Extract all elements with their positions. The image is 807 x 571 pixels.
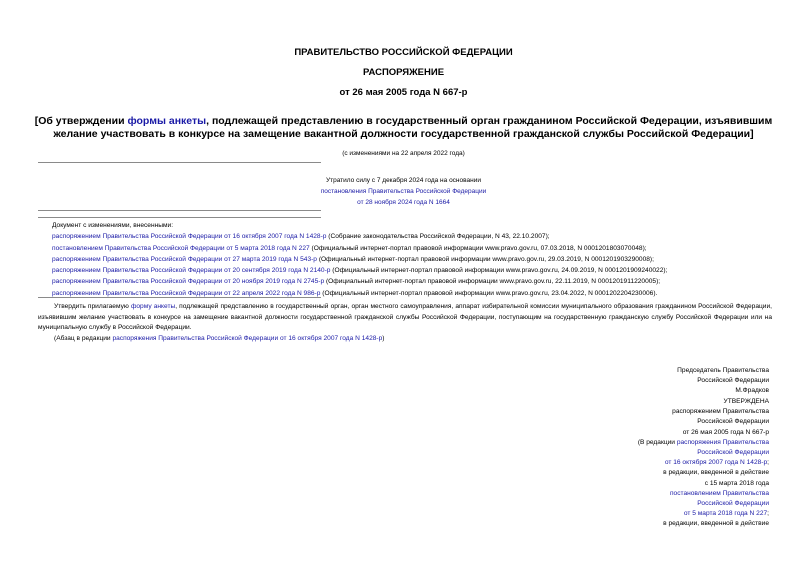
amendment-source: (Официальный интернет-портал правовой информации www.pravo.gov.ru, 22.11.2019, N 0001201911220005);: [324, 278, 661, 286]
divider: [38, 210, 321, 211]
approval-line: от 26 мая 2005 года N 667-р: [682, 428, 769, 436]
approval-line: в редакции, введенной в действие: [663, 520, 769, 528]
amendment-source: (Официальный интернет-портал правовой информации www.pravo.gov.ru, 23.04.2022, N 0001202204230006).: [320, 289, 658, 297]
government-heading: ПРАВИТЕЛЬСТВО РОССИЙСКОЙ ФЕДЕРАЦИИ: [294, 47, 513, 58]
approval-link[interactable]: распоряжения Правительства: [676, 438, 769, 446]
doc-type-heading: РАСПОРЯЖЕНИЕ: [362, 67, 445, 78]
divider: [38, 217, 321, 218]
approval-text: ;: [767, 459, 769, 467]
list-item: [52, 231, 792, 242]
signature-block: [549, 366, 769, 397]
amendments-intro: Документ с изменениями, внесенными:: [52, 222, 174, 229]
list-item: [52, 265, 792, 276]
amendment-link[interactable]: постановлением Правительства Российской Федерации от 5 марта 2018 года N 227: [52, 244, 310, 252]
approval-text: (В редакции: [637, 438, 677, 446]
amendment-source: (Официальный интернет-портал правовой информации www.pravo.gov.ru, 24.09.2019, N 0001201909240022);: [330, 267, 668, 275]
amendment-source: (Собрание законодательства Российской Федерации, N 43, 22.10.2007);: [326, 233, 550, 241]
amendment-source: (Официальный интернет-портал правовой информации www.pravo.gov.ru, 07.03.2018, N 0001201803070048);: [309, 244, 647, 252]
document-title: [30, 115, 777, 141]
amendment-link[interactable]: распоряжением Правительства Российской Федерации от 27 марта 2019 года N 543-р: [52, 255, 317, 263]
approval-line: в редакции, введенной в действие: [663, 469, 769, 477]
body-note-link[interactable]: распоряжения Правительства Российской Федерации от 16 октября 2007 года N 1428-р: [112, 335, 383, 342]
title-text-end: , подлежащей представлению в государственный орган гражданином Российской Федерации, изъявившим желание участвовать в конкурсе на замещение вакантной должности государственной гражданской службы Российской Федерации]: [53, 115, 773, 140]
approval-text: ;: [767, 510, 769, 518]
divider: [38, 297, 321, 298]
amendments-list: [52, 220, 792, 299]
body-paragraph: [38, 302, 772, 334]
approval-title: УТВЕРЖДЕНА: [723, 398, 769, 405]
lost-force-link-date[interactable]: от 28 ноября 2024 года N 1664: [357, 199, 450, 206]
amendment-link[interactable]: распоряжением Правительства Российской Федерации от 20 сентября 2019 года N 2140-р: [52, 267, 331, 275]
approval-block: [549, 397, 769, 530]
approval-line: Российской Федерации: [697, 418, 769, 426]
amendment-source: (Официальный интернет-портал правовой информации www.pravo.gov.ru, 29.03.2019, N 0001201903290008);: [316, 255, 654, 263]
list-item: [52, 276, 792, 287]
amendment-link[interactable]: распоряжением Правительства Российской Федерации от 16 октября 2007 года N 1428-р: [52, 233, 327, 241]
body-text: (Абзац в редакции: [54, 335, 113, 342]
approval-link[interactable]: от 5 марта 2018 года N 227: [683, 510, 768, 518]
body-text: ): [382, 335, 385, 342]
list-item: [52, 243, 792, 254]
approval-link[interactable]: постановлением Правительства: [669, 489, 769, 497]
title-text-start: [Об утверждении: [34, 115, 128, 127]
body-text: Утвердить прилагаемую: [54, 303, 131, 310]
lost-force-text: Утратило силу с 7 декабря 2024 года на основании: [325, 177, 481, 184]
body-paragraph-note: [38, 334, 772, 345]
body-text: , подлежащей представлению в государственный орган, орган местного самоуправления, аппарат избирательной комиссии муниципального образования гражданином Российской Федерации, изъявившим желание участвовать в конкурсе на замещение вакантной должности государственной гражданской службы Российской Федерации, поступающим на государственную гражданскую службу Российской Федерации или на муниципальную службу в Российской Федерации.: [38, 303, 772, 331]
approval-line: с 15 марта 2018 года: [704, 479, 769, 487]
list-item: [52, 254, 792, 265]
amendment-link[interactable]: распоряжением Правительства Российской Федерации от 20 ноября 2019 года N 2745-р: [52, 278, 325, 286]
doc-date-number: от 26 мая 2005 года N 667-р: [339, 87, 468, 98]
lost-force-block: [0, 175, 807, 208]
signature-position-country: Российской Федерации: [697, 377, 769, 385]
approval-line: [549, 438, 769, 448]
revision-note: (с изменениями на 22 апреля 2022 года): [342, 150, 465, 157]
divider: [38, 162, 321, 163]
signature-position: Председатель Правительства: [677, 367, 769, 374]
approval-link[interactable]: Российской Федерации: [697, 449, 769, 457]
approval-link[interactable]: от 16 октября 2007 года N 1428-р: [664, 459, 768, 467]
approval-link[interactable]: Российской Федерации: [697, 500, 769, 508]
body-form-link[interactable]: форму анкеты: [130, 303, 176, 310]
approval-line: распоряжением Правительства: [672, 408, 769, 416]
amendment-link[interactable]: распоряжением Правительства Российской Федерации от 22 апреля 2022 года N 986-р: [52, 289, 321, 297]
signature-name: М.Фрадков: [735, 387, 769, 395]
lost-force-link-decree[interactable]: постановления Правительства Российской Федерации: [320, 188, 487, 195]
title-form-link[interactable]: формы анкеты: [127, 115, 207, 127]
